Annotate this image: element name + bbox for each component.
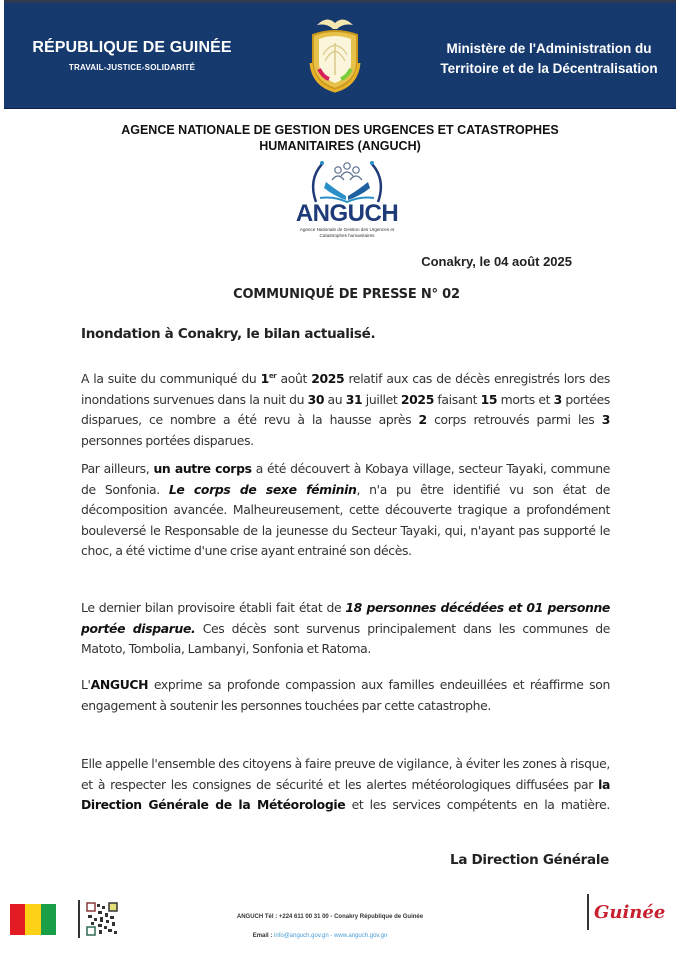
guinee-brand-logo: Guinée (594, 902, 666, 923)
agency-title (60, 122, 620, 154)
signature: La Direction Générale (450, 852, 609, 868)
logo-subtext-line-2: Catastrophes humanitaires (319, 233, 375, 238)
guinea-flag-icon (10, 904, 56, 935)
republic-block (4, 39, 260, 72)
country-name: RÉPUBLIQUE DE GUINÉE (32, 39, 232, 56)
footer-email (200, 933, 440, 939)
email-links[interactable]: info@anguch.gov.gn - www.anguch.gov.gn (274, 933, 388, 939)
footer-divider-left (78, 900, 80, 938)
logo-subtext-line-1: Agence Nationale de Gestion des Urgences et (299, 227, 395, 232)
email-label: Email : (252, 933, 275, 939)
qr-code-icon[interactable] (86, 902, 118, 936)
ministry-line-2: Territoire et de la Décentralisation (440, 61, 658, 76)
anguch-logo-subtext (282, 227, 412, 239)
anguch-wordmark: ANGUCH (295, 200, 399, 227)
paragraph-4: L'ANGUCH exprime sa profonde compassion aux familles endeuillées et réaffirme son engagement à soutenir les personnes touchées par cette catastrophe. (81, 677, 610, 713)
paragraph-1: A la suite du communiqué du 1er août 2025 relatif aux cas de décès enregistrés lors des inondations survenues dans la nuit du 30 au 31 juillet 2025 faisant 15 morts et 3 portées disparues, ce nombre a été revu à la hausse après 2 corps retrouvés parmi les 3 personnes portées disparues. (81, 371, 610, 448)
anguch-logo (282, 156, 412, 248)
footer-divider-right (587, 894, 589, 930)
document-date: Conakry, le 04 août 2025 (421, 254, 572, 269)
paragraph-3: Le dernier bilan provisoire établi fait état de 18 personnes décédées et 01 personne portée disparue. Ces décès sont survenus principalement dans les communes de Matoto, Tombolia, Lambanyi, Sonfonia et Ratoma. (81, 600, 611, 657)
paragraph-5: Elle appelle l'ensemble des citoyens à faire preuve de vigilance, à éviter les zones à risque, et à respecter les consignes de sécurité et les alertes météorologiques diffusées par la Direction Générale de la Météorologie et les services compétents en la matière. (81, 756, 611, 813)
header-banner (4, 0, 676, 108)
ministry-line-1: Ministère de l'Administration du (446, 41, 652, 56)
agency-title-line-1: AGENCE NATIONALE DE GESTION DES URGENCES ET CATASTROPHES (121, 123, 559, 137)
agency-title-line-2: HUMANITAIRES (ANGUCH) (259, 139, 421, 153)
press-release-title: COMMUNIQUÉ DE PRESSE N° 02 (233, 287, 460, 302)
ministry-block (414, 39, 679, 79)
guinea-coat-of-arms-icon (295, 13, 375, 95)
national-motto: TRAVAIL-JUSTICE-SOLIDARITÉ (68, 63, 196, 72)
press-release-subject: Inondation à Conakry, le bilan actualisé. (81, 326, 376, 342)
paragraph-2: Par ailleurs, un autre corps a été découvert à Kobaya village, secteur Tayaki, commune de Sonfonia. Le corps de sexe féminin, n'a pu être identifié vu son état de décomposition avancée. Malheureusement, cette découverte tragique a profondément bouleversé le Responsable de la jeunesse du Secteur Tayaki, qui, n'ayant pas supporté le choc, a été victime d'une crise ayant entrainé son décès. (81, 461, 611, 559)
anguch-emblem-icon (282, 156, 412, 206)
footer-contact: ANGUCH Tél : +224 611 00 31 00 - Conakry République de Guinée (236, 914, 424, 920)
